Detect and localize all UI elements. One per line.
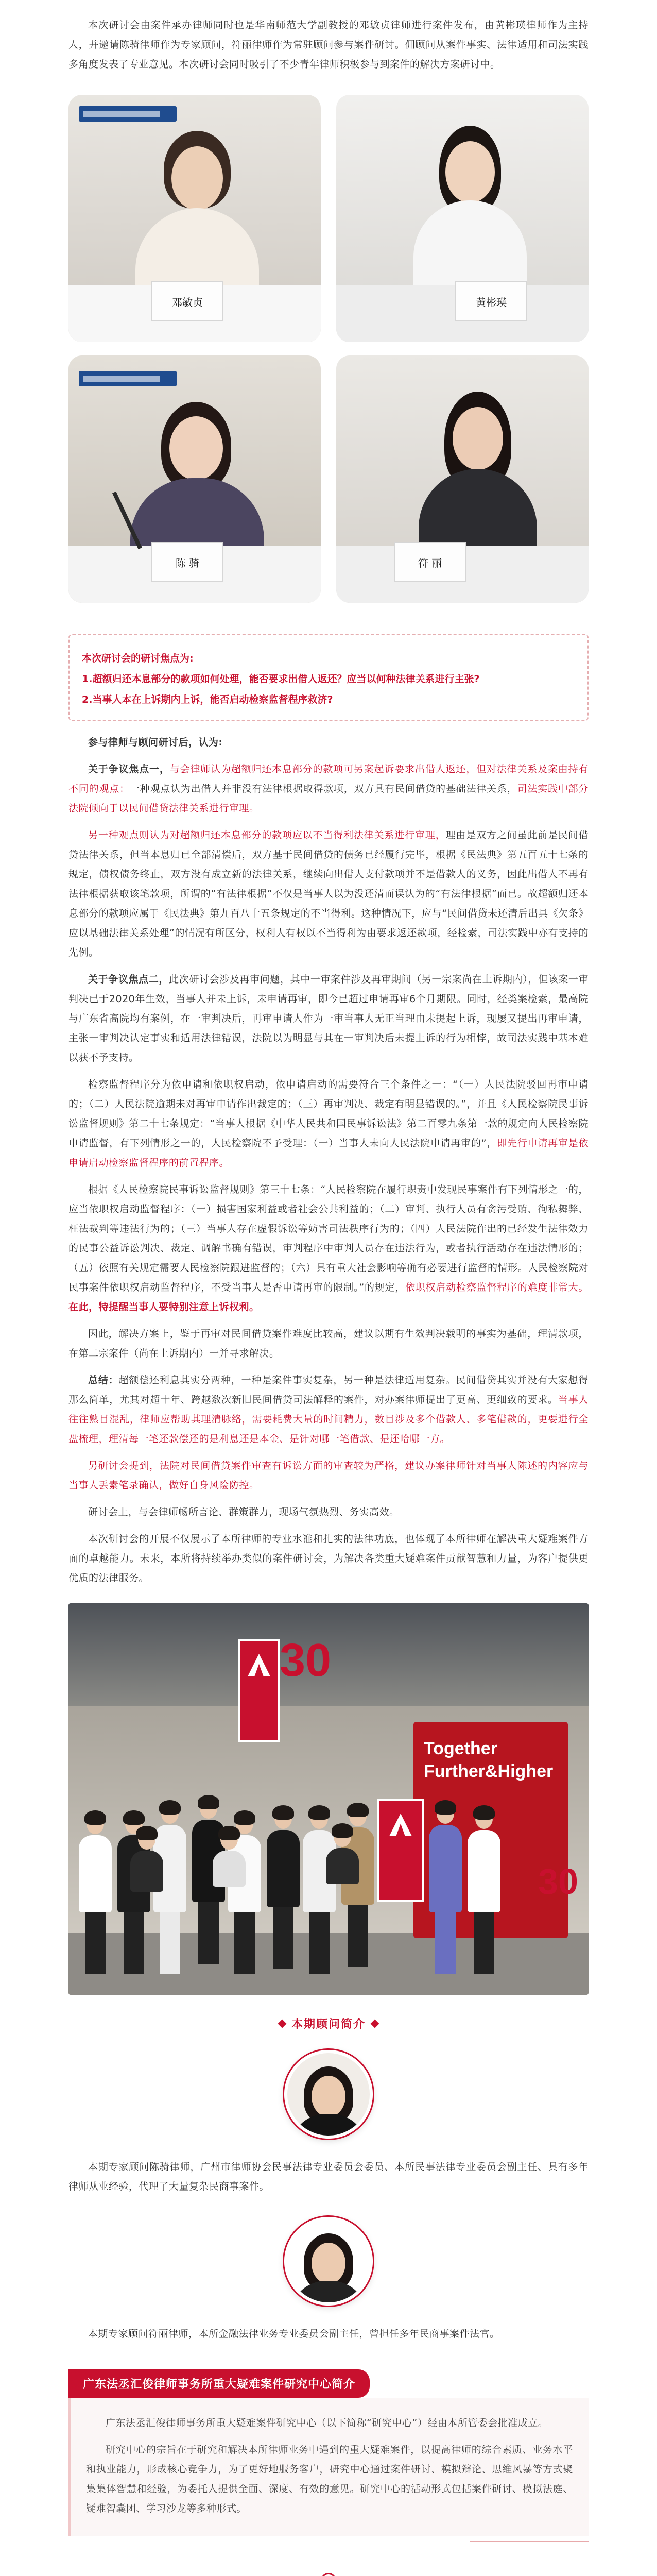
divider <box>470 2541 589 2542</box>
diamond-icon <box>371 2019 379 2028</box>
advisor-section-title <box>68 2015 589 2031</box>
highlight-text: 即先行申请再审是依申请启动检察监督程序的前置程序。 <box>68 1138 589 1168</box>
body-text: 理由是双方之间虽此前是民间借贷法律关系，但当本息归已全部清偿后，双方基于民间借贷的债务已经履行完毕，根据《民法典》第五百五十七条的规定，债权债务终止，双方没有成立新的法律关系，继续向出借人支付款项并不是借款人的义务，因此出借人不再有法律根据获取该笔款项，所谓的“有法律根据”不仅是当事人以为没还清而误认为的“有法律根据”而已。故超额归还本息部分的款项应属于《民法典》第九百八十五条规定的不当得利。这种情况下，应与“民间借贷未还清后出具《欠条》应以基础法律关系处理”的情况有所区分，权利人有权以不当得利为由要求返还款项，经检索，司法实践中亦有支持的先例。 <box>68 829 589 958</box>
discussion-section <box>68 733 589 1588</box>
speaker-photo-1[interactable] <box>68 95 321 342</box>
advisor-bio-1: 本期专家顾问陈骑律师，广州市律师协会民事法律专业委员会委员、本所民事法律专业委员会副主任、具有多年律师从业经验，代理了大量复杂民商事案件。 <box>68 2161 589 2192</box>
nameplate <box>455 281 527 321</box>
center-intro-box <box>68 2398 589 2536</box>
discussion-paragraph-5 <box>68 1180 589 1317</box>
firm-logo-stand <box>238 1639 280 1742</box>
article-content <box>68 0 589 2576</box>
atmosphere-paragraph: 研讨会上，与会律师畅所言论、群策群力，现场气氛热烈、务实高效。 <box>88 1506 400 1518</box>
highlight-text: 司法实践中部分法院倾向于以民间借贷法律关系进行审理。 <box>68 783 589 814</box>
discussion-lead: 参与律师与顾问研讨后，认为: <box>88 737 223 748</box>
body-text: 检察监督程序分为依申请和依职权启动，依申请启动的需要符合三个条件之一：“（一）人民法院驳回再审申请的；（二）人民法院逾期未对再审申请作出裁定的；（三）再审判决、裁定有明显错误的。”，并且《人民检察院民事诉讼监督规则》第二十七条规定：“当事人根据《中华人民共和国民事诉讼法》第二百零九条第一款的规定向人民检察院申请监督，有下列情形之一的，人民检察院不予受理：（一）当事人未向人民法院申请再审的”， <box>68 1079 589 1149</box>
discussion-paragraph-4 <box>68 1075 589 1173</box>
nameplate <box>394 542 466 582</box>
firm-logo-icon <box>248 1654 270 1676</box>
anniversary-mark: 30 <box>538 1861 578 1902</box>
speaker-photo-4[interactable] <box>336 355 589 603</box>
center-intro <box>68 2369 589 2542</box>
center-paragraph-2: 研究中心的宗旨在于研究和解决本所律师业务中遇到的重大疑难案件，以提高律师的综合素质、业务水平和执业能力，形成核心竞争力，为了更好地服务客户，研究中心通过案件研讨、模拟辩论、思维风暴等方式聚集集体智慧和经验，为委托人提供全面、深度、有效的意见。研究中心的活动形式包括案件研讨、模拟法庭、疑难智囊团、学习沙龙等多种形式。 <box>86 2444 573 2514</box>
advisor-avatar-wrap-1 <box>68 2050 589 2139</box>
body-text: 一种观点认为出借人并非没有法律根据取得款项，双方具有民间借贷的基础法律关系， <box>129 783 517 794</box>
nameplate-text: 邓敏贞 <box>172 296 203 309</box>
center-paragraph-1: 广东法丞汇俊律师事务所重大疑难案件研究中心（以下简称“研究中心”）经由本所管委会批准成立。 <box>106 2417 548 2429</box>
brand-wall-line-2: Further&Higher <box>424 1761 554 1781</box>
speaker-photo-2[interactable] <box>336 95 589 342</box>
conference-banner <box>79 106 177 122</box>
focus-question-2: 2.当事人本在上诉期内上诉，能否启动检察监督程序救济? <box>82 694 333 705</box>
conference-banner <box>79 371 177 386</box>
focus-question-1: 1.超额归还本息部分的款项如何处理，能否要求出借人返还？应当以何种法律关系进行主张? <box>82 673 480 685</box>
advisor-avatar-1[interactable] <box>284 2050 373 2139</box>
nameplate-text: 黄彬瑛 <box>476 296 507 309</box>
nameplate-text: 陈 骑 <box>175 556 200 569</box>
nameplate-text: 符 丽 <box>418 556 442 569</box>
highlight-text: 另一种观点则认为对超额归还本息部分的款项应以不当得利法律关系进行审理， <box>88 829 446 841</box>
body-text: 根据《人民检察院民事诉讼监督规则》第三十七条：“人民检察院在履行职责中发现民事案件有下列情形之一的，应当依职权启动监督程序：（一）损害国家利益或者社会公共利益的；（二）审判、执行人员有贪污受贿、徇私舞弊、枉法裁判等违法行为的；（三）当事人存在虚假诉讼等妨害司法秩序行为的；（四）人民法院作出的已经发生法律效力的民事公益诉讼判决、裁定、调解书确有错误，审判程序中审判人员存在违法行为，或者执行活动存在违法情形的；（五）依照有关规定需要人民检察院跟进监督的；（六）具有重大社会影响等确有必要进行监督的情形。人民检察院对民事案件依职权启动监督程序，不受当事人是否申请再审的限制。”的规定， <box>68 1184 589 1293</box>
highlight-text: 在此，特提醒当事人要特别注意上诉权利。 <box>68 1301 260 1313</box>
summary-paragraph <box>68 1370 589 1449</box>
firm-logo-icon <box>389 1814 412 1836</box>
group-photo[interactable] <box>68 1603 589 1995</box>
advisor-section-title-text: 本期顾问简介 <box>291 2018 366 2031</box>
focus-heading: 本次研讨会的研讨焦点为: <box>82 653 194 664</box>
brand-wall-text <box>424 1737 553 1783</box>
center-intro-title: 广东法丞汇俊律师事务所重大疑难案件研究中心简介 <box>68 2369 370 2398</box>
end-mark <box>68 2573 589 2576</box>
nameplate <box>151 281 223 321</box>
highlight-text: 依职权启动检察监督程序的难度非常大。 <box>405 1282 589 1293</box>
highlight-text: 与会律师认为超额归还本息部分的款项可另案起诉要求出借人返还，但对法律关系及案由持有不同的观点： <box>68 764 589 794</box>
firm-logo-stand <box>377 1799 424 1902</box>
body-text: 超额偿还利息其实分两种，一种是案件事实复杂，另一种是法律适用复杂。民间借贷其实并没有大家想得那么简单，尤其对超十年、跨越数次新旧民间借贷司法解释的案件，对办案律师提出了更高、更细致的要求。 <box>68 1375 589 1405</box>
end-icon <box>321 2573 336 2576</box>
nameplate <box>151 542 223 582</box>
issue-label-2: 关于争议焦点二， <box>88 974 169 985</box>
issue-label-1: 关于争议焦点一， <box>88 764 170 775</box>
discussion-paragraph-6: 因此，解决方案上，鉴于再审对民间借贷案件难度比较高，建议以期有生效判决载明的事实为基础，理清款项，在第二宗案件（尚在上诉期内）一并寻求解决。 <box>68 1328 589 1359</box>
discussion-paragraph-3 <box>68 970 589 1067</box>
closing-paragraph: 本次研讨会的开展不仅展示了本所律师的专业水准和扎实的法律功底，也体现了本所律师在解决重大疑难案件方面的卓越能力。未来，本所将持续举办类似的案件研讨会，为解决各类重大疑难案件贡献智慧和力量，为客户提供更优质的法律服务。 <box>68 1533 589 1584</box>
anniversary-mark: 30 <box>280 1635 332 1686</box>
advisor-bio-2: 本期专家顾问符丽律师，本所金融法律业务专业委员会副主任，曾担任多年民商事案件法官。 <box>88 2328 500 2340</box>
speaker-photo-3[interactable] <box>68 355 321 603</box>
discussion-paragraph-2 <box>68 825 589 962</box>
intro-paragraph: 本次研讨会由案件承办律师同时也是华南师范大学副教授的邓敏贞律师进行案件发布，由黄彬瑛律师作为主持人，并邀请陈骑律师作为专家顾问，符丽律师作为常驻顾问参与案件研讨。佣顾问从案件事实、法律适用和司法实践多角度发表了专业意见。本次研讨会同时吸引了不少青年律师积极参与到案件的解决方案研讨中。 <box>68 20 589 70</box>
body-text: 此次研讨会涉及再审问题，其中一审案件涉及再审期间（另一宗案尚在上诉期内），但该案一审判决已于2020年生效，当事人并未上诉，未申请再审，即今已超过申请再审6个月期限。同时，经类案检索，最高院与广东省高院均有案例，在一审判决后，再审申请人作为一审当事人无正当理由未提起上诉，现屡又提出再审申请，主张一审判决认定事实和适用法律错误，法院以为明显与其在一审判决后未提上诉的行为相悖，故司法实践中基本难以获不予支持。 <box>68 974 589 1063</box>
discussion-paragraph-1 <box>68 759 589 818</box>
advisor-avatar-2[interactable] <box>284 2217 373 2306</box>
reminder-paragraph: 另研讨会提到，法院对民间借贷案件审查有诉讼方面的审查较为严格，建议办案律师针对当事人陈述的内容应与当事人丢素笔录确认，做好自身风险防控。 <box>68 1460 589 1491</box>
highlight-text: 当事人往往熟目混乱，律师应帮助其理清脉络，需要耗费大量的时间精力，数目涉及多个借款人、多笔借款的，更要进行全盘梳理，理清每一笔还款偿还的是利息还是本金、是针对哪一笔借款、是还哈哪一方。 <box>68 1394 589 1445</box>
brand-wall-line-1: Together <box>424 1739 497 1758</box>
diamond-icon <box>278 2019 286 2028</box>
focus-box <box>68 634 589 721</box>
summary-label: 总结： <box>88 1375 119 1386</box>
photo-grid <box>68 95 589 603</box>
advisor-avatar-wrap-2 <box>68 2217 589 2306</box>
